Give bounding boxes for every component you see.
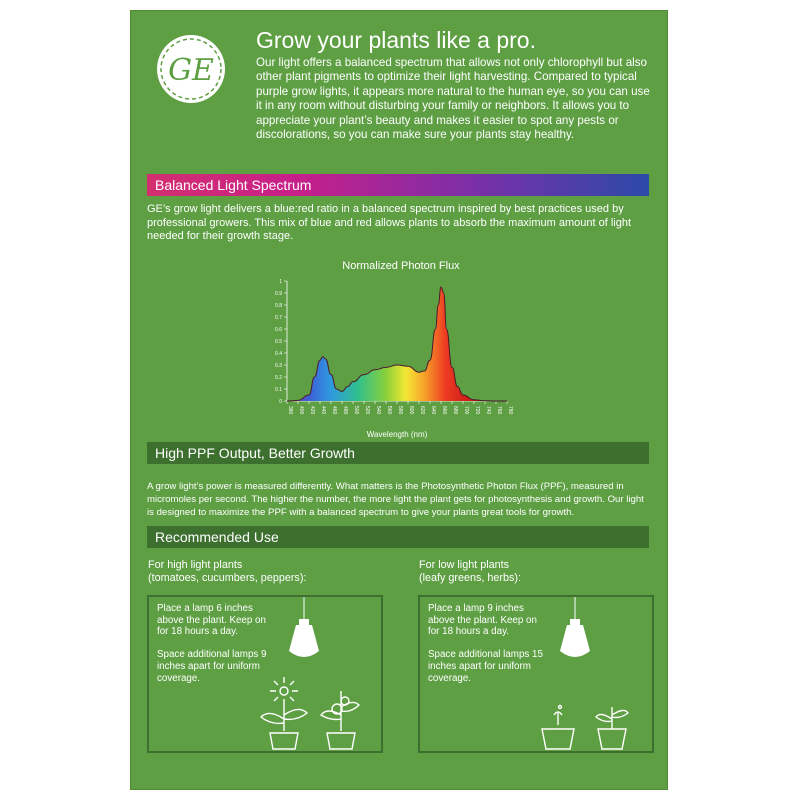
intro-paragraph: Our light offers a balanced spectrum that allows not only chlorophyll but also other plant pigments to optimize their light harvesting. Compared to typical purple grow lights, it appears more natural to the human eye, so you can use it in any room without disturbing your family or neighbors. It allows you to appreciate your plant’s beauty and makes it easier to spot any pests or discolorations, so you can make sure your plants stay healthy. xyxy=(256,56,650,142)
high-light-title: For high light plants xyxy=(148,559,243,571)
x-tick-label: 680 xyxy=(452,406,458,415)
x-tick-label: 480 xyxy=(342,406,348,415)
x-tick-label: 460 xyxy=(331,406,337,415)
balanced-spectrum-heading-bar xyxy=(147,174,649,196)
x-tick-label: 420 xyxy=(309,406,315,415)
x-tick-label: 700 xyxy=(463,406,469,415)
high-light-illustration xyxy=(147,595,383,753)
low-light-title: For low light plants xyxy=(419,559,510,571)
x-tick-label: 560 xyxy=(386,406,392,415)
seedling-icon xyxy=(542,706,574,750)
section-heading: Recommended Use xyxy=(155,529,279,545)
x-tick-label: 640 xyxy=(430,406,436,415)
x-tick-label: 780 xyxy=(507,406,513,415)
y-tick-label: 0.8 xyxy=(275,303,282,309)
ppf-paragraph: A grow light’s power is measured differently. What matters is the Photosynthetic Photon Flux (PPF), measured in micromoles per second. The higher the number, the more light the plant gets for photosynthesis and growth. Our light is designed to maximize the PPF with a balanced spectrum to give your plants great tools for growth. xyxy=(147,481,644,518)
pepper-plant-icon xyxy=(321,691,359,749)
y-tick-label: 0 xyxy=(279,399,282,405)
y-tick-label: 0.1 xyxy=(275,387,282,393)
x-tick-label: 440 xyxy=(320,406,326,415)
logo-text: GE xyxy=(168,53,214,88)
x-tick-label: 720 xyxy=(474,406,480,415)
y-tick-label: 0.2 xyxy=(275,375,282,381)
photon-flux-chart xyxy=(247,245,537,441)
ppf-heading-bar xyxy=(147,442,649,464)
high-light-subtitle: (tomatoes, cucumbers, peppers): xyxy=(148,571,307,584)
x-tick-label: 620 xyxy=(419,406,425,415)
low-light-heading xyxy=(419,559,521,584)
x-tick-label: 760 xyxy=(496,406,502,415)
section-heading: Balanced Light Spectrum xyxy=(155,177,312,193)
spectrum-area xyxy=(287,287,507,401)
low-light-subtitle: (leafy greens, herbs): xyxy=(419,571,522,584)
flower-plant-icon xyxy=(261,677,307,749)
high-light-placement: Place a lamp 6 inches above the plant. Keep on for 18 hours a day. xyxy=(157,603,266,638)
low-light-illustration xyxy=(418,595,654,753)
x-tick-label: 540 xyxy=(375,406,381,415)
spectrum-paragraph: GE’s grow light delivers a blue:red ratio in a balanced spectrum inspired by best practices used by professional growers. This mix of blue and red allows plants to absorb the maximum amount of light needed for their growth stage. xyxy=(147,203,632,242)
low-light-placement: Place a lamp 9 inches above the plant. Keep on for 18 hours a day. xyxy=(428,603,537,638)
y-tick-label: 0.4 xyxy=(275,351,282,357)
x-tick-label: 520 xyxy=(364,406,370,415)
y-tick-label: 0.6 xyxy=(275,327,282,333)
y-tick-label: 0.9 xyxy=(275,291,282,297)
x-tick-label: 380 xyxy=(287,406,293,415)
low-light-spacing: Space additional lamps 15 inches apart for uniform coverage. xyxy=(428,649,543,684)
x-tick-label: 600 xyxy=(408,406,414,415)
y-tick-label: 1 xyxy=(279,279,282,285)
package-panel xyxy=(131,11,667,789)
y-tick-label: 0.7 xyxy=(275,315,282,321)
y-tick-label: 0.3 xyxy=(275,363,282,369)
x-tick-label: 580 xyxy=(397,406,403,415)
recommended-use-heading-bar xyxy=(147,526,649,548)
x-tick-label: 740 xyxy=(485,406,491,415)
lamp-icon xyxy=(560,619,590,657)
x-axis-label: Wavelength (nm) xyxy=(366,430,428,439)
lamp-icon xyxy=(289,619,319,657)
chart-title: Normalized Photon Flux xyxy=(342,260,460,272)
high-light-heading xyxy=(148,559,306,584)
herb-plant-icon xyxy=(596,707,628,749)
x-tick-label: 400 xyxy=(298,406,304,415)
section-heading: High PPF Output, Better Growth xyxy=(155,445,355,461)
ge-logo-icon xyxy=(156,34,226,104)
y-tick-label: 0.5 xyxy=(275,339,282,345)
x-tick-label: 660 xyxy=(441,406,447,415)
x-tick-label: 500 xyxy=(353,406,359,415)
high-light-spacing: Space additional lamps 9 inches apart for uniform coverage. xyxy=(157,649,267,684)
headline: Grow your plants like a pro. xyxy=(256,27,536,53)
